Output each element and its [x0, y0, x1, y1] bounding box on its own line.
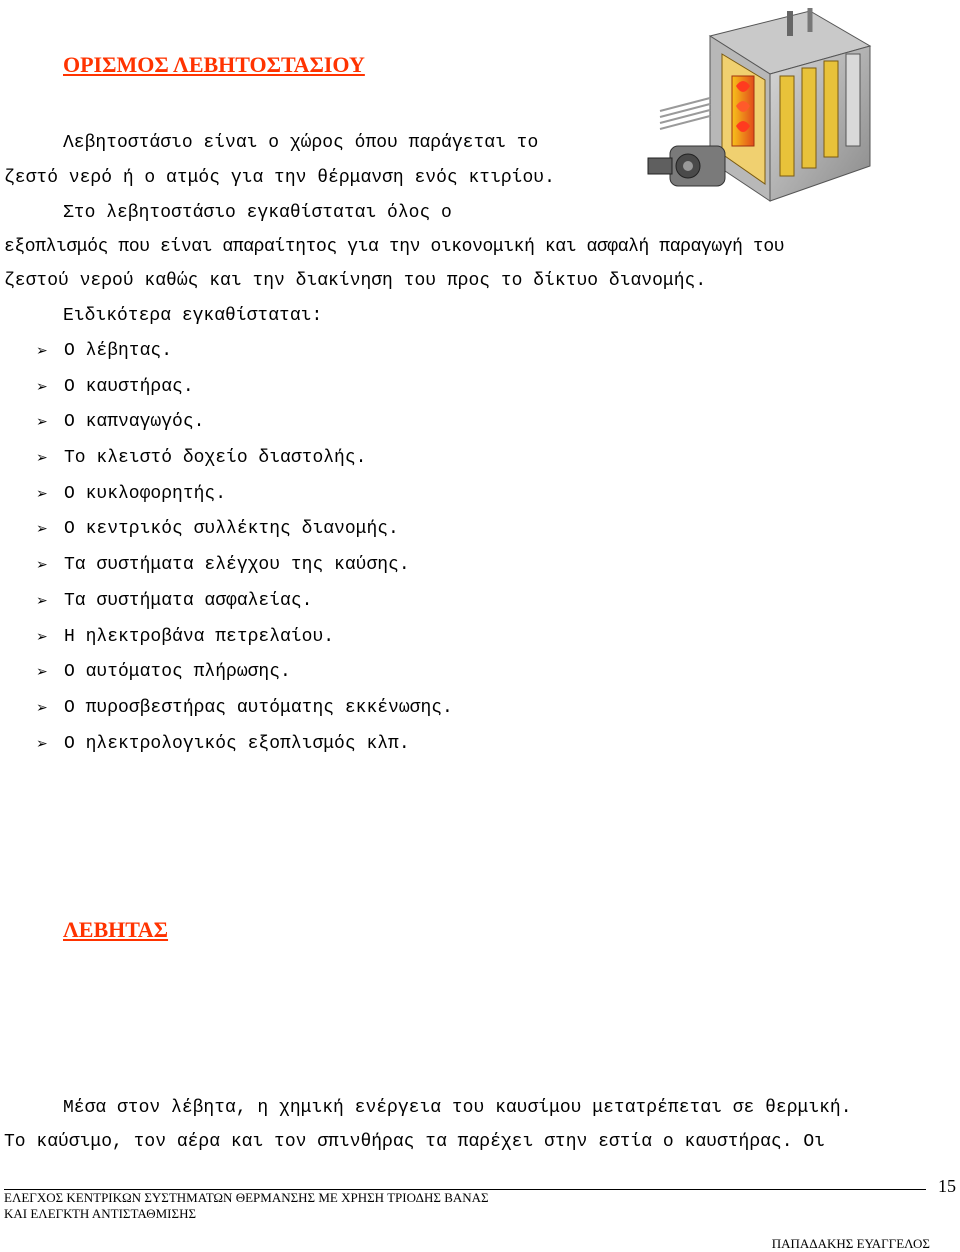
footer-title-line: ΚΑΙ ΕΛΕΓΚΤΗ ΑΝΤΙΣΤΑΘΜΙΣΗΣ [4, 1206, 197, 1221]
page-number: 15 [938, 1176, 956, 1196]
paragraph-line: Μέσα στον λέβητα, η χημική ενέργεια του καυσίμου μετατρέπεται σε θερμική. [63, 1098, 852, 1118]
list-item: ➢ Τα συστήματα ασφαλείας. [36, 590, 313, 611]
arrowhead-bullet-icon: ➢ [36, 699, 48, 716]
arrowhead-bullet-icon: ➢ [36, 485, 48, 502]
paragraph-line: Στο λεβητοστάσιο εγκαθίσταται όλος ο [63, 203, 452, 223]
list-item: ➢ Ο ηλεκτρολογικός εξοπλισμός κλπ. [36, 733, 410, 754]
paragraph-line: Λεβητοστάσιο είναι ο χώρος όπου παράγεται το [63, 133, 539, 153]
arrowhead-bullet-icon: ➢ [36, 378, 48, 395]
list-item: ➢ Ο κεντρικός συλλέκτης διανομής. [36, 519, 399, 540]
arrowhead-bullet-icon: ➢ [36, 628, 48, 645]
arrowhead-bullet-icon: ➢ [36, 521, 48, 538]
list-item: ➢ Ο αυτόματος πλήρωσης. [36, 662, 291, 683]
list-item: ➢ Ο πυροσβεστήρας αυτόματης εκκένωσης. [36, 697, 453, 718]
list-item: ➢ Ο λέβητας. [36, 341, 173, 361]
section-title-boiler: ΛΕΒΗΤΑΣ [63, 917, 169, 942]
arrowhead-bullet-icon: ➢ [36, 592, 48, 609]
paragraph-line: εξοπλισμός που είναι απαραίτητος για την οικονομική και ασφαλή παραγωγή του [4, 237, 785, 257]
footer-author: ΠΑΠΑΔΑΚΗΣ ΕΥΑΓΓΕΛΟΣ [771, 1236, 930, 1251]
arrowhead-bullet-icon: ➢ [36, 735, 48, 752]
footer-title-line: ΕΛΕΓΧΟΣ ΚΕΝΤΡΙΚΩΝ ΣΥΣΤΗΜΑΤΩΝ ΘΕΡΜΑΝΣΗΣ ΜΕ ΧΡΗΣΗ ΤΡΙΟΔΗΣ ΒΑΝΑΣ [4, 1190, 489, 1205]
arrowhead-bullet-icon: ➢ [36, 343, 48, 359]
arrowhead-bullet-icon: ➢ [36, 664, 48, 681]
paragraph-line: ζεστό νερό ή ο ατμός για την θέρμανση ενός κτιρίου. [4, 168, 555, 188]
list-item: ➢ Ο καυστήρας. [36, 376, 194, 397]
list-item: ➢ Η ηλεκτροβάνα πετρελαίου. [36, 626, 335, 647]
paragraph-line: Ειδικότερα εγκαθίσταται: [63, 306, 323, 326]
list-item: ➢ Ο καπναγωγός. [36, 412, 205, 433]
list-item: ➢ Τα συστήματα ελέγχου της καύσης. [36, 555, 410, 576]
paragraph-line: ζεστού νερού καθώς και την διακίνηση του προς το δίκτυο διανομής. [4, 271, 707, 291]
equipment-list [36, 340, 453, 768]
boiler-cutaway-illustration [640, 6, 875, 211]
arrowhead-bullet-icon: ➢ [36, 450, 48, 467]
arrowhead-bullet-icon: ➢ [36, 414, 48, 431]
paragraph-line: Το καύσιμο, τον αέρα και τον σπινθήρας τα παρέχει στην εστία ο καυστήρας. Οι [4, 1132, 825, 1152]
list-item: ➢ Ο κυκλοφορητής. [36, 483, 227, 504]
list-item: ➢ Το κλειστό δοχείο διαστολής. [36, 448, 367, 469]
arrowhead-bullet-icon: ➢ [36, 557, 48, 574]
section-title-boiler-room: ΟΡΙΣΜΟΣ ΛΕΒΗΤΟΣΤΑΣΙΟΥ [63, 52, 365, 77]
